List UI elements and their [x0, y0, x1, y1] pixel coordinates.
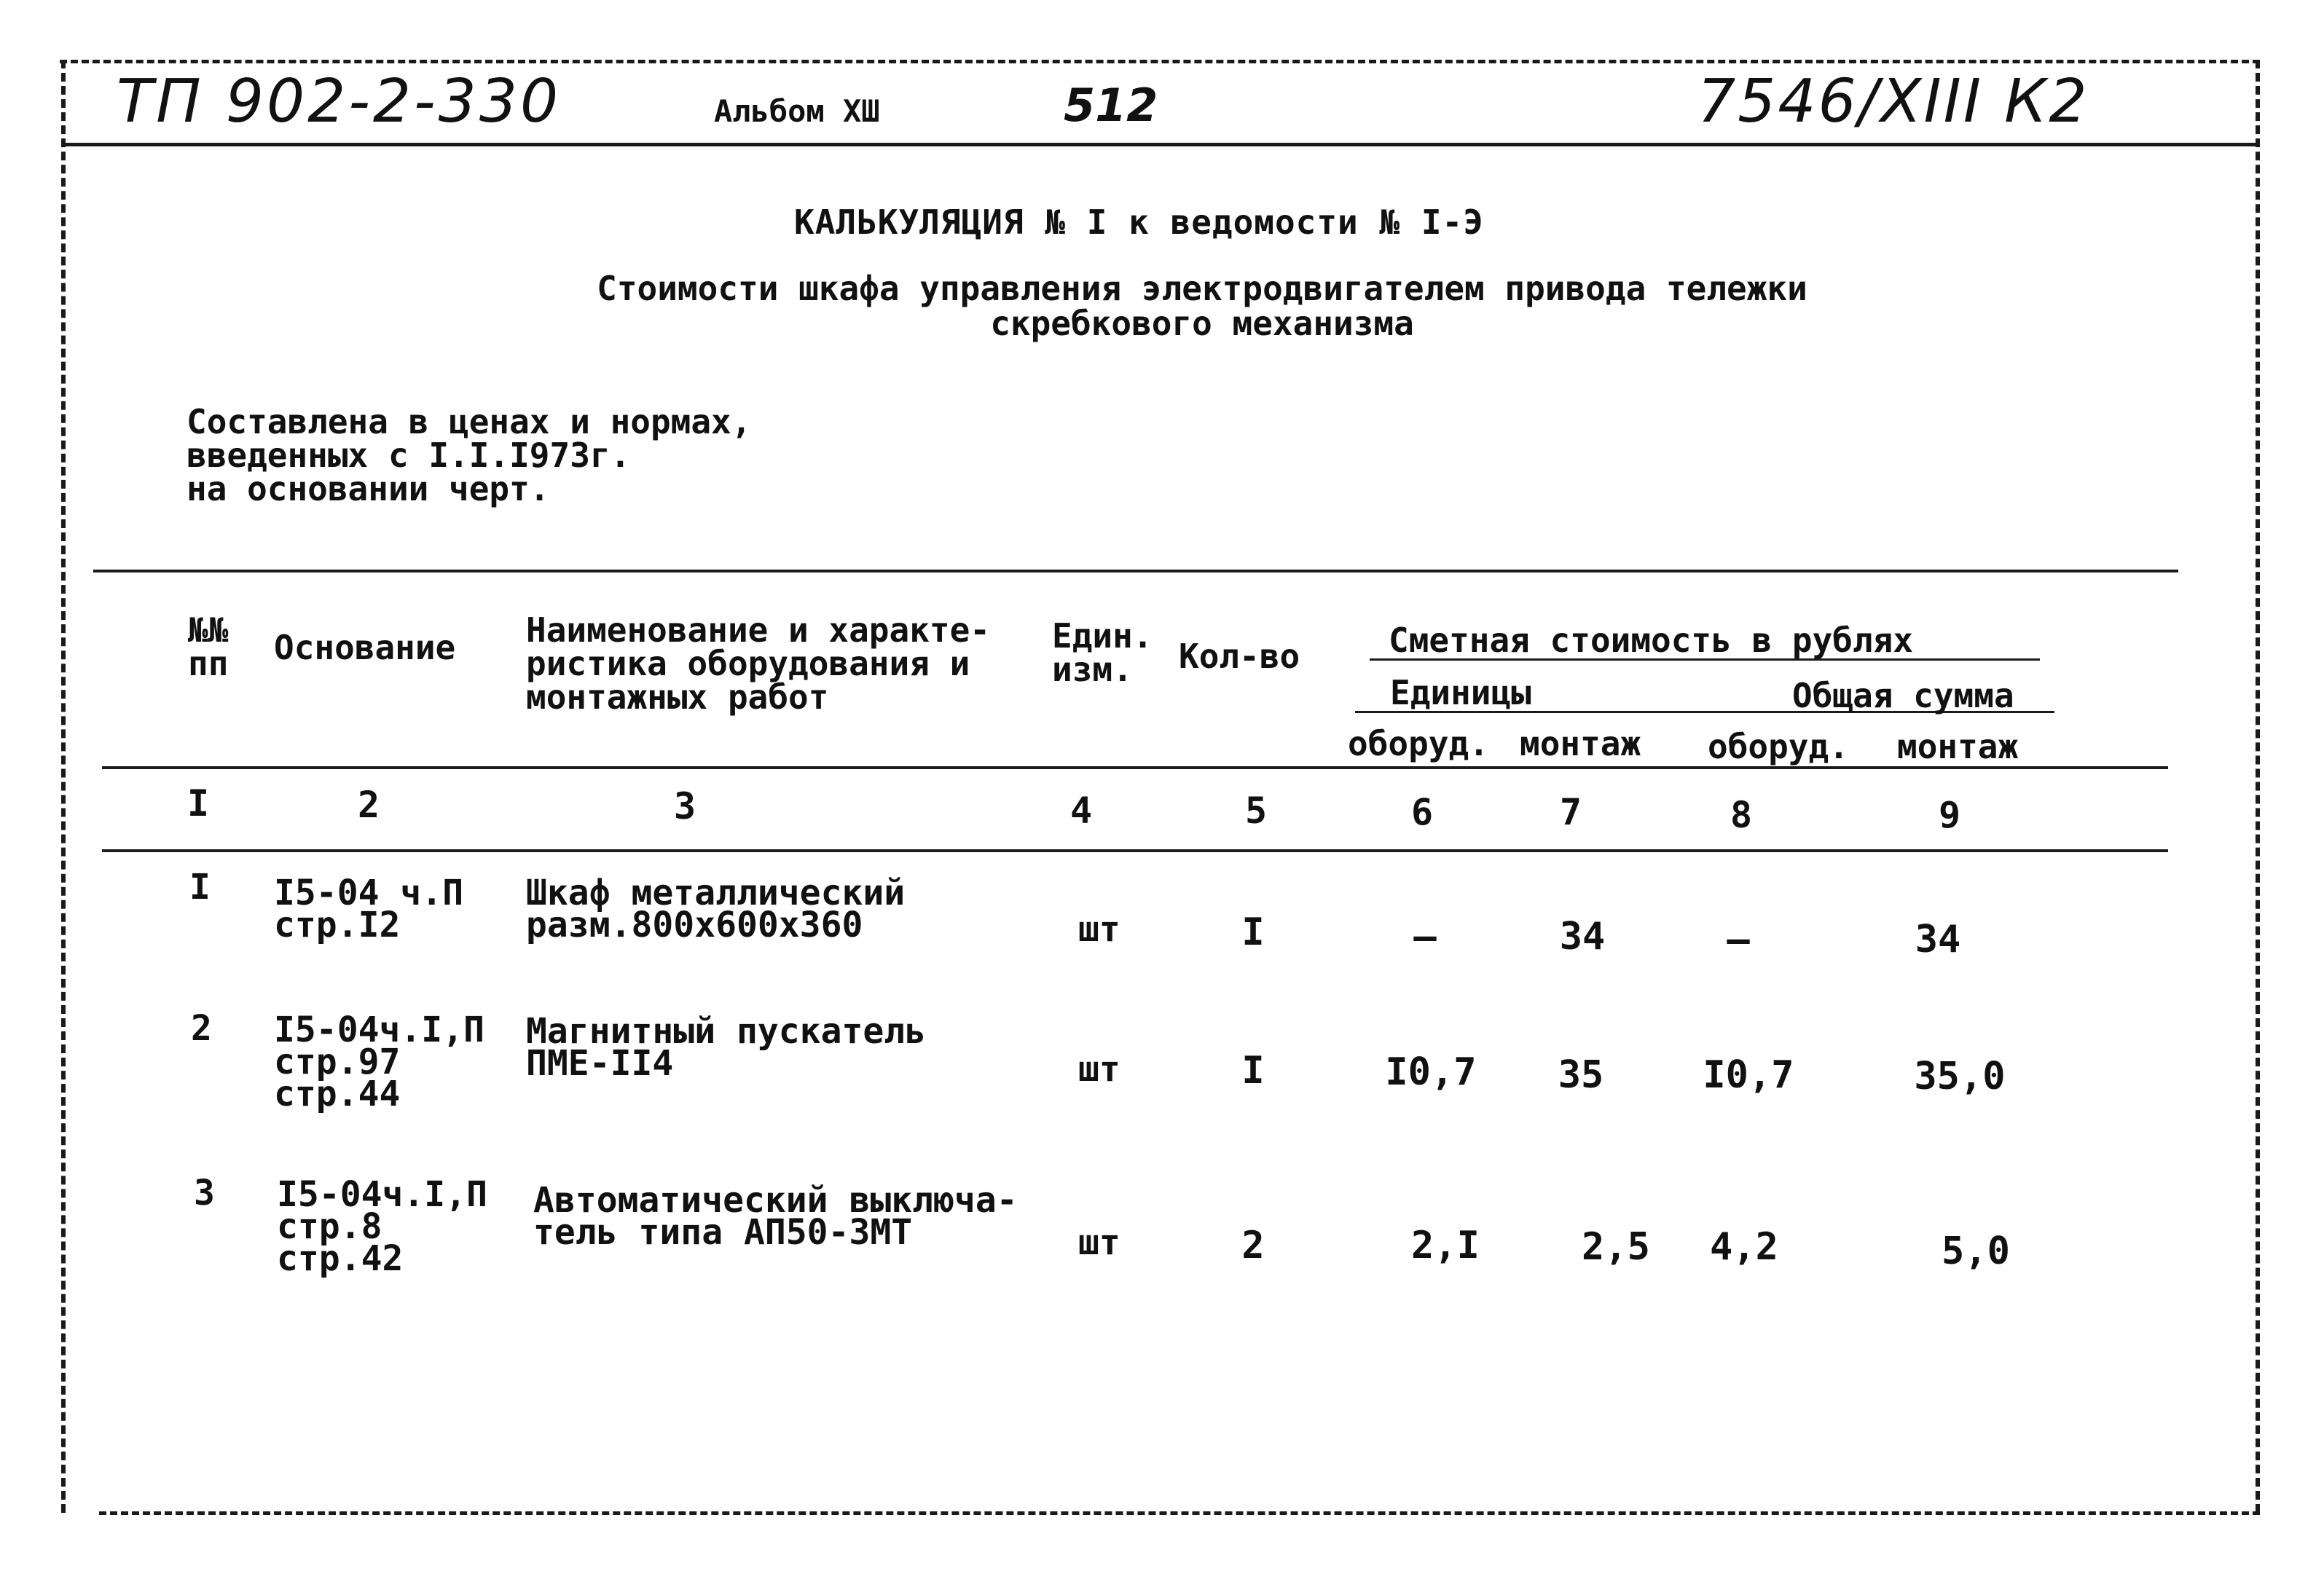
stamp-album: Альбом XШ [714, 93, 880, 129]
row-basis: I5-04ч.I,П стр.8 стр.42 [277, 1174, 487, 1279]
column-number: 5 [1244, 790, 1268, 832]
column-number: 3 [673, 785, 696, 827]
row-qty: I [1241, 1049, 1265, 1093]
row-equip-total: 4,2 [1710, 1225, 1778, 1269]
column-number: 9 [1938, 794, 1961, 836]
row-name: Автоматический выключа- тель типа АП50-3МТ [533, 1180, 1018, 1253]
header-install-total: монтаж [1897, 727, 2019, 766]
row-equip-unit: 2,I [1411, 1224, 1480, 1267]
row-name: Магнитный пускатель ПМЕ-II4 [526, 1011, 927, 1084]
header-qty: Кол-во [1179, 637, 1300, 676]
column-number: 2 [357, 784, 380, 826]
header-bottom-rule [102, 766, 2168, 769]
header-install-unit: монтаж [1520, 724, 1641, 763]
stamp-divider [63, 143, 2257, 146]
column-number: 4 [1069, 790, 1093, 832]
row-install-total: 5,0 [1942, 1229, 2010, 1273]
row-num: 3 [194, 1173, 215, 1213]
row-install-total: 34 [1915, 918, 1961, 961]
frame-left-border [61, 60, 66, 1513]
row-unit: шт [1078, 909, 1120, 950]
stamp-doc-code: ТП 902-2-330 [117, 67, 562, 136]
row-basis: I5-04 ч.П стр.I2 [274, 873, 464, 945]
frame-right-border [2256, 60, 2260, 1513]
column-number: 7 [1559, 791, 1582, 833]
header-per-unit: Единицы [1390, 673, 1531, 712]
stamp-inventory-number: 7546/XIII К2 [1697, 67, 2089, 136]
column-number: I [187, 782, 210, 825]
column-numbers-rule [102, 849, 2168, 852]
document-title: КАЛЬКУЛЯЦИЯ № I к ведомости № I-Э [794, 202, 1484, 242]
header-equip-unit: оборуд. [1348, 724, 1489, 763]
stamp-sheet-number: 512 [1064, 79, 1158, 132]
row-install-total: 35,0 [1914, 1055, 2006, 1098]
header-basis: Основание [274, 628, 456, 667]
row-equip-unit: – [1413, 915, 1437, 959]
header-name: Наименование и характе- ристика оборудования и монтажных работ [526, 610, 990, 717]
row-unit: шт [1078, 1049, 1120, 1090]
header-equip-total: оборуд. [1708, 727, 1849, 766]
row-num: I [189, 867, 211, 908]
row-basis: I5-04ч.I,П стр.97 стр.44 [274, 1010, 484, 1114]
column-number: 6 [1410, 791, 1434, 833]
document-subtitle: Стоимости шкафа управления электродвигателем привода тележки скребкового механизма [597, 269, 1807, 343]
frame-top-border [60, 60, 2260, 63]
row-equip-unit: I0,7 [1385, 1050, 1477, 1094]
header-unit: Един. изм. [1052, 616, 1153, 689]
row-qty: 2 [1241, 1224, 1265, 1267]
header-total: Общая сумма [1792, 676, 2014, 715]
pricing-note: Составлена в ценах и нормах, введенных с I.I.I973г. на основании черт. [187, 402, 752, 508]
row-install-unit: 35 [1558, 1053, 1604, 1097]
column-number: 8 [1730, 794, 1753, 836]
row-equip-total: I0,7 [1703, 1053, 1794, 1097]
frame-bottom-border [99, 1511, 2260, 1515]
row-qty: I [1241, 910, 1265, 954]
row-unit: шт [1078, 1222, 1120, 1263]
header-cost-group: Сметная стоимость в рублях [1389, 621, 1914, 660]
row-equip-total: – [1727, 918, 1750, 961]
row-install-unit: 34 [1559, 915, 1606, 959]
row-name: Шкаф металлический разм.800х600х360 [526, 873, 906, 945]
row-install-unit: 2,5 [1582, 1225, 1650, 1269]
table-top-rule [93, 570, 2178, 572]
row-num: 2 [191, 1008, 212, 1049]
header-num: №№ пп [188, 610, 229, 683]
